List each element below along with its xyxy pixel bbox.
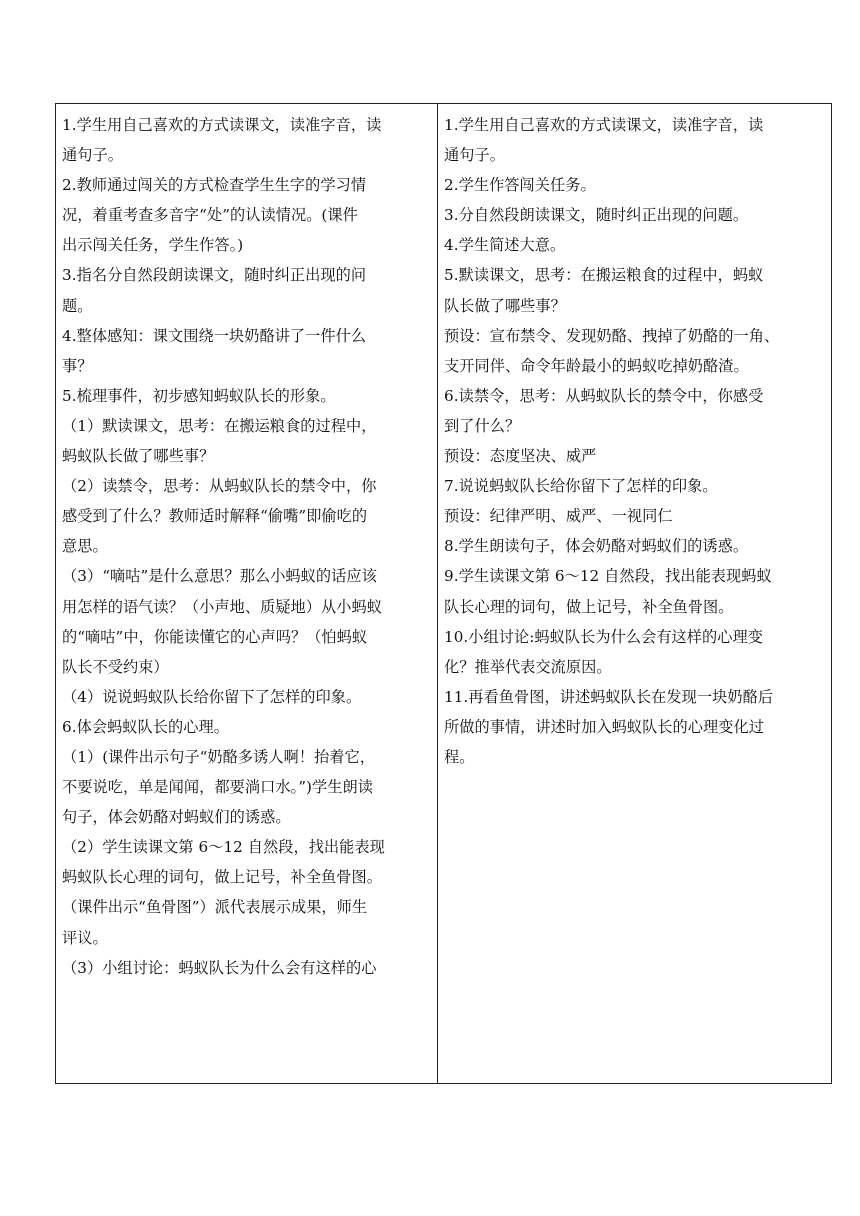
student-activity-line: 队长心理的词句，做上记号，补全鱼骨图。: [444, 597, 734, 616]
teacher-activity-line: 出示闯关任务，学生作答。): [62, 236, 244, 255]
student-activity-lines: [444, 110, 826, 772]
teacher-activity-line: （3）“嘀咕”是什么意思？那么小蚂蚁的话应该: [62, 567, 377, 586]
student-activity-line: 7.说说蚂蚁队长给你留下了怎样的印象。: [444, 477, 718, 496]
teacher-activity-line: 意思。: [62, 537, 108, 556]
student-activity-line: 队长做了哪些事？: [444, 296, 566, 315]
student-activity-line: 程。: [444, 747, 475, 766]
student-activity-line: 化？推举代表交流原因。: [444, 657, 612, 676]
teacher-activity-line: 4.整体感知：课文围绕一块奶酪讲了一件什么: [62, 326, 367, 345]
teacher-activity-line: （3）小组讨论：蚂蚁队长为什么会有这样的心: [62, 958, 377, 977]
teacher-activity-lines: [62, 110, 432, 983]
student-activity-line: 9.学生读课文第 6～12 自然段，找出能表现蚂蚁: [444, 567, 772, 586]
student-activity-line: 3.分自然段朗读课文，随时纠正出现的问题。: [444, 206, 749, 225]
student-activity-line: 预设：宣布禁令、发现奶酪、拽掉了奶酪的一角、: [444, 326, 780, 345]
teacher-activity-line: （1）默读课文，思考：在搬运粮食的过程中，: [62, 416, 377, 435]
student-activity-cell: [438, 104, 832, 1084]
student-activity-line: 到了什么？: [444, 416, 521, 435]
teacher-activity-line: 句子，体会奶酪对蚂蚁们的诱惑。: [62, 808, 291, 827]
teacher-activity-line: 感受到了什么？教师适时解释“偷嘴”即偷吃的: [62, 507, 368, 526]
student-activity-line: 8.学生朗读句子，体会奶酪对蚂蚁们的诱惑。: [444, 537, 749, 556]
teacher-activity-line: 3.指名分自然段朗读课文，随时纠正出现的问: [62, 266, 367, 285]
teacher-activity-line: 6.体会蚂蚁队长的心理。: [62, 717, 229, 736]
teacher-activity-line: 2.教师通过闯关的方式检查学生生字的学习情: [62, 176, 367, 195]
student-activity-line: 预设：纪律严明、威严、一视同仁: [444, 507, 673, 526]
table-row: [56, 104, 832, 1084]
student-activity-line: 支开同伴、命令年龄最小的蚂蚁吃掉奶酪渣。: [444, 356, 749, 375]
student-activity-line: 预设：态度坚决、威严: [444, 447, 597, 466]
teacher-activity-line: 蚂蚁队长心理的词句，做上记号，补全鱼骨图。: [62, 868, 382, 887]
teacher-activity-line: 不要说吃，单是闻闻，都要淌口水。”)学生朗读: [62, 778, 373, 797]
teacher-activity-line: 的“嘀咕”中，你能读懂它的心声吗？（怕蚂蚁: [62, 627, 368, 646]
student-activity-line: 通句子。: [444, 146, 505, 165]
student-activity-line: 4.学生简述大意。: [444, 236, 566, 255]
teacher-activity-line: 用怎样的语气读？（小声地、质疑地）从小蚂蚁: [62, 597, 382, 616]
student-activity-line: 6.读禁令，思考：从蚂蚁队长的禁令中，你感受: [444, 386, 764, 405]
student-activity-line: 1.学生用自己喜欢的方式读课文，读准字音，读: [444, 116, 764, 134]
teacher-activity-line: 评议。: [62, 928, 108, 947]
teacher-activity-line: 题。: [62, 296, 93, 315]
teacher-activity-line: 1.学生用自己喜欢的方式读课文，读准字音，读: [62, 116, 382, 134]
student-activity-line: 10.小组讨论:蚂蚁队长为什么会有这样的心理变: [444, 627, 763, 646]
teacher-activity-line: 队长不受约束）: [62, 657, 169, 676]
teacher-activity-line: （4）说说蚂蚁队长给你留下了怎样的印象。: [62, 687, 362, 706]
teacher-activity-line: 况，着重考查多音字“处”的认读情况。(课件: [62, 206, 358, 225]
teacher-activity-line: 5.梳理事件，初步感知蚂蚁队长的形象。: [62, 386, 336, 405]
student-activity-line: 11.再看鱼骨图，讲述蚂蚁队长在发现一块奶酪后: [444, 687, 774, 706]
teacher-activity-line: （课件出示“鱼骨图”）派代表展示成果，师生: [62, 898, 368, 917]
teacher-activity-line: 通句子。: [62, 146, 123, 165]
teacher-activity-line: （2）学生读课文第 6～12 自然段，找出能表现: [62, 838, 385, 857]
teacher-activity-line: （1）(课件出示句子“奶酪多诱人啊！抬着它，: [62, 747, 376, 766]
student-activity-line: 2.学生作答闯关任务。: [444, 176, 596, 195]
teacher-activity-line: （2）读禁令，思考：从蚂蚁队长的禁令中，你: [62, 477, 377, 496]
teacher-activity-cell: [56, 104, 438, 1084]
student-activity-line: 5.默读课文，思考：在搬运粮食的过程中，蚂蚁: [444, 266, 764, 285]
lesson-plan-table: [55, 103, 832, 1084]
student-activity-line: 所做的事情，讲述时加入蚂蚁队长的心理变化过: [444, 717, 764, 736]
teacher-activity-line: 事？: [62, 356, 93, 375]
teacher-activity-line: 蚂蚁队长做了哪些事？: [62, 447, 215, 466]
